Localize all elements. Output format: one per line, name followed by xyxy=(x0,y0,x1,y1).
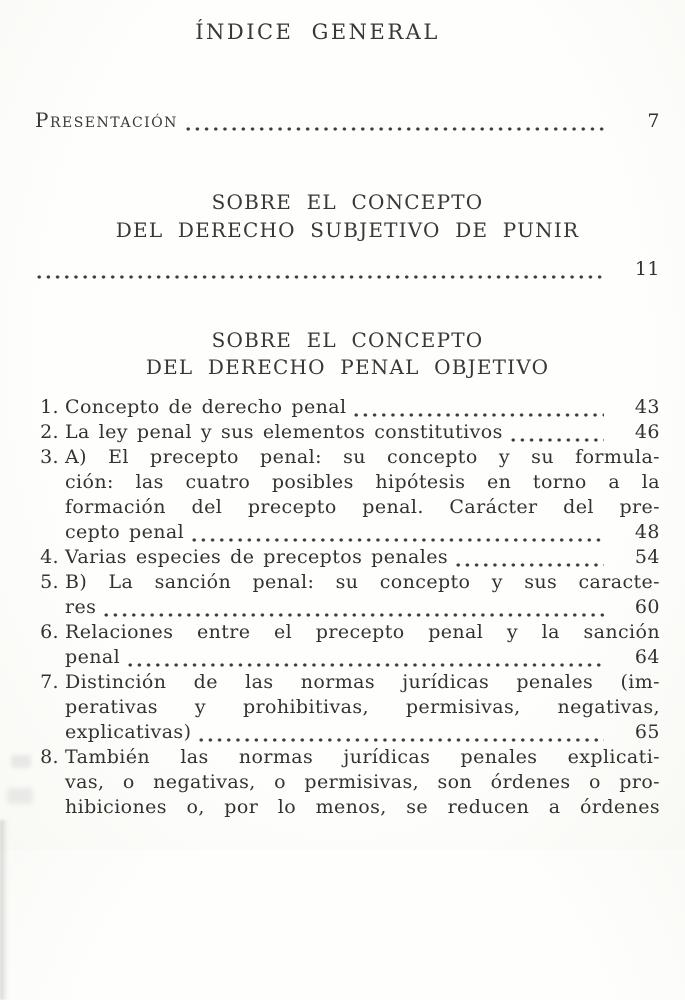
entry-text: A) El precepto penal: su concepto y su formula- xyxy=(65,446,660,468)
toc-entry xyxy=(35,745,660,820)
entry-number: 2. xyxy=(40,421,59,443)
dot-leader xyxy=(352,395,604,420)
page-number: 64 xyxy=(634,646,660,668)
scan-artifact xyxy=(0,820,9,1000)
dot-leader xyxy=(190,520,604,545)
section-heading-objetivo xyxy=(35,327,660,381)
entry-text: hibiciones o, por lo menos, se reducen a órdenes xyxy=(65,796,660,818)
dot-leader xyxy=(197,720,604,745)
section-heading-line: SOBRE EL CONCEPTO xyxy=(211,190,484,214)
page-title: ÍNDICE GENERAL xyxy=(195,20,440,44)
entry-text: También las normas jurídicas penales explicati- xyxy=(65,746,660,768)
toc-entry xyxy=(35,395,660,420)
dot-leader xyxy=(509,420,604,445)
entry-text: ción: las cuatro posibles hipótesis en torno a la xyxy=(65,471,660,493)
dot-leader xyxy=(126,645,604,670)
entry-text: La ley penal y sus elementos constitutivos xyxy=(65,421,503,443)
entry-text: penal xyxy=(65,646,121,668)
section-heading-line: SOBRE EL CONCEPTO xyxy=(211,328,484,352)
presentacion-label: Presentación xyxy=(35,108,178,132)
entry-text: formación del precepto penal. Carácter del pre- xyxy=(65,496,660,518)
entry-number: 5. xyxy=(40,571,59,593)
toc-entry-presentacion xyxy=(35,108,660,134)
entry-number: 6. xyxy=(40,621,59,643)
dot-leader xyxy=(102,595,604,620)
entry-number: 3. xyxy=(40,446,59,468)
section-heading-line: DEL DERECHO PENAL OBJETIVO xyxy=(145,355,550,379)
entry-text: explicativas) xyxy=(65,721,192,743)
scan-artifact xyxy=(7,788,33,804)
toc-entry-subjetivo xyxy=(35,257,660,282)
toc-entry xyxy=(35,420,660,445)
entry-number: 1. xyxy=(40,396,59,418)
entry-text: Distinción de las normas jurídicas penales (im- xyxy=(65,671,660,693)
dot-leader xyxy=(184,108,604,134)
section-heading-subjetivo xyxy=(35,188,660,244)
entry-text: vas, o negativas, o permisivas, son órdenes o pro- xyxy=(65,771,660,793)
entry-number: 8. xyxy=(40,746,59,768)
page-number: 48 xyxy=(634,521,660,543)
entry-text: cepto penal xyxy=(65,521,185,543)
page-number: 46 xyxy=(634,421,660,443)
entry-text: perativas y prohibitivas, permisivas, negativas, xyxy=(65,696,660,718)
scan-artifact xyxy=(11,755,31,768)
toc-list xyxy=(35,395,660,820)
dot-leader xyxy=(454,545,604,570)
toc-entry xyxy=(35,445,660,545)
page-number: 43 xyxy=(634,396,660,418)
entry-text: Relaciones entre el precepto penal y la sanción xyxy=(65,621,660,643)
toc-entry xyxy=(35,620,660,670)
toc-entry xyxy=(35,545,660,570)
toc-entry xyxy=(35,570,660,620)
page-number: 54 xyxy=(634,546,660,568)
entry-text: B) La sanción penal: su concepto y sus caracte- xyxy=(65,571,660,593)
toc-entry xyxy=(35,670,660,745)
entry-text: Varias especies de preceptos penales xyxy=(65,546,449,568)
dot-leader xyxy=(35,257,604,282)
section-heading-line: DEL DERECHO SUBJETIVO DE PUNIR xyxy=(115,218,580,242)
entry-text: Concepto de derecho penal xyxy=(65,396,347,418)
page-number: 7 xyxy=(647,110,660,132)
entry-text: res xyxy=(65,596,97,618)
page-number: 60 xyxy=(634,596,660,618)
entry-number: 7. xyxy=(40,671,59,693)
page-number: 65 xyxy=(634,721,660,743)
page-number: 11 xyxy=(634,258,660,280)
entry-number: 4. xyxy=(40,546,59,568)
